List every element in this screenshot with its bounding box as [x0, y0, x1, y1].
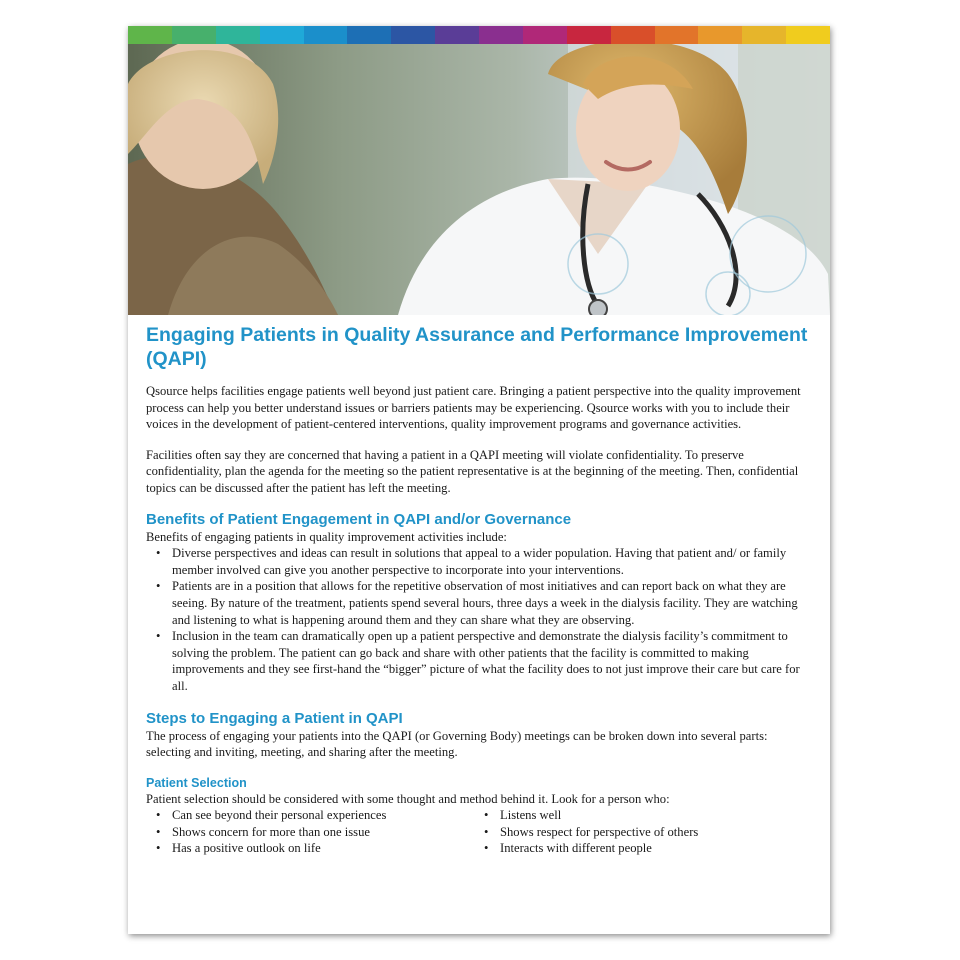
color-bar-segment	[655, 26, 699, 44]
selection-list-left	[146, 807, 474, 857]
color-bar-segment	[523, 26, 567, 44]
color-bar-segment	[172, 26, 216, 44]
list-item: • Can see beyond their personal experiences	[146, 807, 474, 824]
intro-paragraph: Qsource helps facilities engage patients well beyond just patient care. Bringing a patient perspective into the quality improvement process can help you better understand issues or barriers patients may be experiencing. Qsource works with you to include their voices in the development of patient-centered interventions, quality improvement programs and governance activities.	[146, 384, 801, 432]
color-bar-segment	[260, 26, 304, 44]
benefits-list	[146, 545, 812, 694]
confidentiality-paragraph: Facilities often say they are concerned that having a patient in a QAPI meeting will violate confidentiality. To preserve confidentiality, plan the agenda for the meeting so the patient representative is at the beginning of the meeting. Then, confidential topics can be discussed after the patient has left the meeting.	[146, 447, 799, 495]
color-bar-segment	[128, 26, 172, 44]
list-item: • Has a positive outlook on life	[146, 840, 474, 857]
list-item: • Diverse perspectives and ideas can result in solutions that appeal to a wider population. Having that patient and/ or family member involved can give you another perspective to incorporate into your interventions.	[146, 545, 812, 578]
list-item: • Inclusion in the team can dramatically open up a patient perspective and demonstrate the dialysis facility’s commitment to solving the problem. The patient can go back and share with other patients that the facility is committed to making improvements and they see first-hand the “bigger” picture of what the facility does to not just improve their care but care for all.	[146, 628, 812, 694]
benefits-heading: Benefits of Patient Engagement in QAPI and/or Governance	[146, 510, 572, 528]
list-item: • Interacts with different people	[474, 840, 802, 857]
selection-list-right	[474, 807, 802, 857]
color-bar-segment	[567, 26, 611, 44]
color-bar-segment	[698, 26, 742, 44]
photo-illustration	[128, 44, 830, 315]
color-bar-segment	[786, 26, 830, 44]
patient-selection-heading: Patient Selection	[146, 775, 247, 790]
list-item: • Shows respect for perspective of others	[474, 824, 802, 841]
document-page	[128, 26, 830, 934]
benefits-lead: Benefits of engaging patients in quality improvement activities include:	[146, 529, 507, 544]
selection-columns	[146, 807, 812, 857]
list-item: • Patients are in a position that allows for the repetitive observation of most initiatives and can report back on what they are seeing. By nature of the treatment, patients spend several hours, three days a week in the dialysis facility. They are watching and listening to what is happening around them and they can share what they are observing.	[146, 578, 812, 628]
document-title: Engaging Patients in Quality Assurance and Performance Improvement (QAPI)	[146, 324, 808, 370]
steps-heading: Steps to Engaging a Patient in QAPI	[146, 709, 403, 727]
color-bar-segment	[479, 26, 523, 44]
list-item: • Shows concern for more than one issue	[146, 824, 474, 841]
color-bar-segment	[216, 26, 260, 44]
header-color-bar	[128, 26, 830, 44]
header-photo	[128, 44, 830, 315]
patient-selection-lead: Patient selection should be considered with some thought and method behind it. Look for a person who:	[146, 791, 670, 806]
list-item: • Listens well	[474, 807, 802, 824]
color-bar-segment	[347, 26, 391, 44]
color-bar-segment	[742, 26, 786, 44]
color-bar-segment	[611, 26, 655, 44]
color-bar-segment	[391, 26, 435, 44]
steps-paragraph: The process of engaging your patients into the QAPI (or Governing Body) meetings can be broken down into several parts: selecting and inviting, meeting, and sharing after the meeting.	[146, 728, 768, 760]
color-bar-segment	[304, 26, 348, 44]
document-content	[146, 323, 812, 857]
color-bar-segment	[435, 26, 479, 44]
